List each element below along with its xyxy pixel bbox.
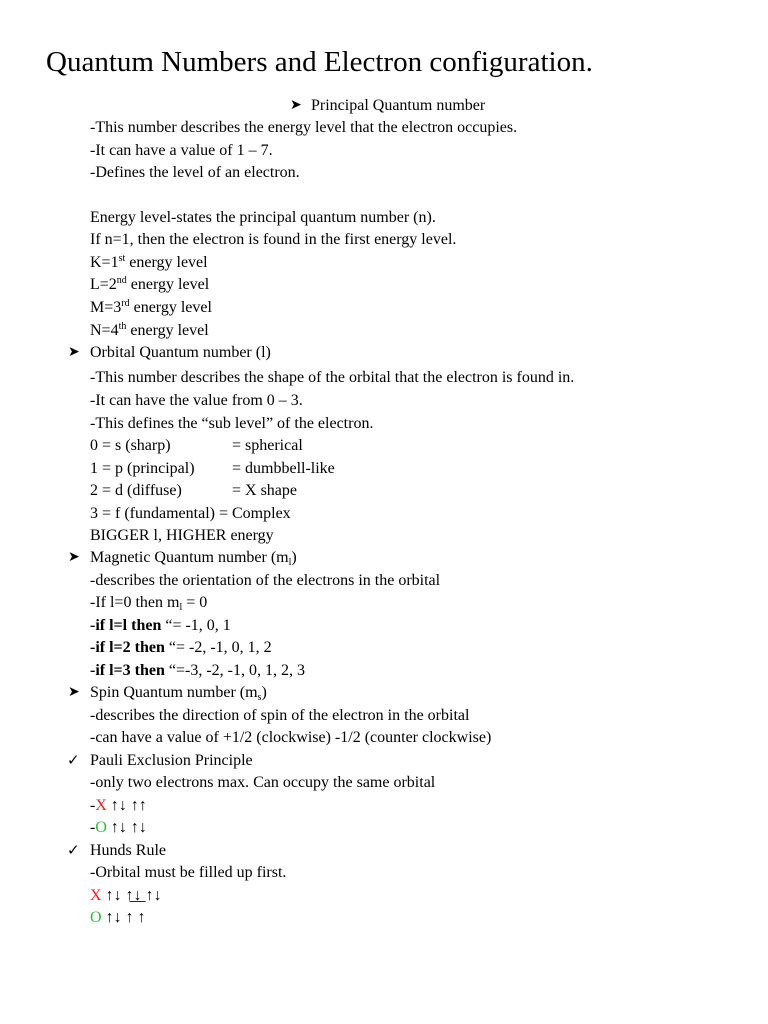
magnetic-rule: -if l=l then “= -1, 0, 1 xyxy=(90,617,231,634)
page-title: Quantum Numbers and Electron configuration. xyxy=(46,46,593,78)
hunds-line: -Orbital must be filled up first. xyxy=(90,864,287,881)
orbital-note: BIGGER l, HIGHER energy xyxy=(90,527,274,544)
checkmark-bullet-icon: ✓ xyxy=(67,843,80,859)
pauli-line: -only two electrons max. Can occupy the same orbital xyxy=(90,774,436,791)
magnetic-rule: -if l=3 then “=-3, -2, -1, 0, 1, 2, 3 xyxy=(90,662,305,679)
chevron-bullet-icon: ➤ xyxy=(290,98,302,113)
pauli-example-wrong: -X ↑↓ ↑↑ xyxy=(90,797,147,814)
magnetic-rule: -if l=2 then “= -2, -1, 0, 1, 2 xyxy=(90,639,272,656)
magnetic-heading: Magnetic Quantum number $(m_l)$ xyxy=(90,549,297,568)
orbital-table-row: 1 = p (principal) = dumbbell-like xyxy=(90,460,335,477)
principal-line-1: -This number describes the energy level that the electron occupies. xyxy=(90,119,518,136)
spin-line-2: -can have a value of +1/2 (clockwise) -1/2 (counter clockwise) xyxy=(90,729,492,746)
pauli-heading: Pauli Exclusion Principle xyxy=(90,752,253,769)
orbital-table-row: 3 = f (fundamental) = Complex xyxy=(90,505,291,522)
pauli-example-right: -O ↑↓ ↑↓ xyxy=(90,819,147,836)
orbital-line-1: -This number describes the shape of the orbital that the electron is found in. xyxy=(90,369,575,386)
energy-level-k: K=1st energy level xyxy=(90,253,208,271)
chevron-bullet-icon: ➤ xyxy=(68,550,80,565)
principal-line-3: -Defines the level of an electron. xyxy=(90,164,300,181)
energy-level-l: L=2nd energy level xyxy=(90,275,210,293)
principal-line-2: -It can have a value of 1 – 7. xyxy=(90,142,273,159)
chevron-bullet-icon: ➤ xyxy=(68,345,80,360)
orbital-table-row: 2 = d (diffuse) = X shape xyxy=(90,482,298,499)
spin-line-1: -describes the direction of spin of the electron in the orbital xyxy=(90,707,470,724)
energy-intro-2: If n=1, then the electron is found in the first energy level. xyxy=(90,231,457,248)
chevron-bullet-icon: ➤ xyxy=(68,685,80,700)
checkmark-bullet-icon: ✓ xyxy=(67,753,80,769)
hunds-example-wrong: X ↑↓ ↑̲↓̲ ↑↓ xyxy=(90,887,162,904)
orbital-line-2: -It can have the value from 0 – 3. xyxy=(90,392,303,409)
hunds-heading: Hunds Rule xyxy=(90,842,166,859)
hunds-example-right: O ↑↓ ↑ ↑ xyxy=(90,909,146,926)
energy-level-m: M=3rd energy level xyxy=(90,298,212,316)
orbital-line-3: -This defines the “sub level” of the electron. xyxy=(90,415,374,432)
orbital-heading: Orbital Quantum number (l) xyxy=(90,344,271,361)
magnetic-line-1: -describes the orientation of the electrons in the orbital xyxy=(90,572,441,589)
magnetic-line-2: -If l=0 then $m_l = 0$ xyxy=(90,594,208,613)
orbital-table-row: 0 = s (sharp) = spherical xyxy=(90,437,303,454)
principal-heading: Principal Quantum number xyxy=(311,97,486,114)
energy-intro-1: Energy level-states the principal quantum number (n). xyxy=(90,209,436,226)
spin-heading: Spin Quantum number $(m_s)$ xyxy=(90,684,267,703)
energy-level-n: N=4th energy level xyxy=(90,321,209,339)
